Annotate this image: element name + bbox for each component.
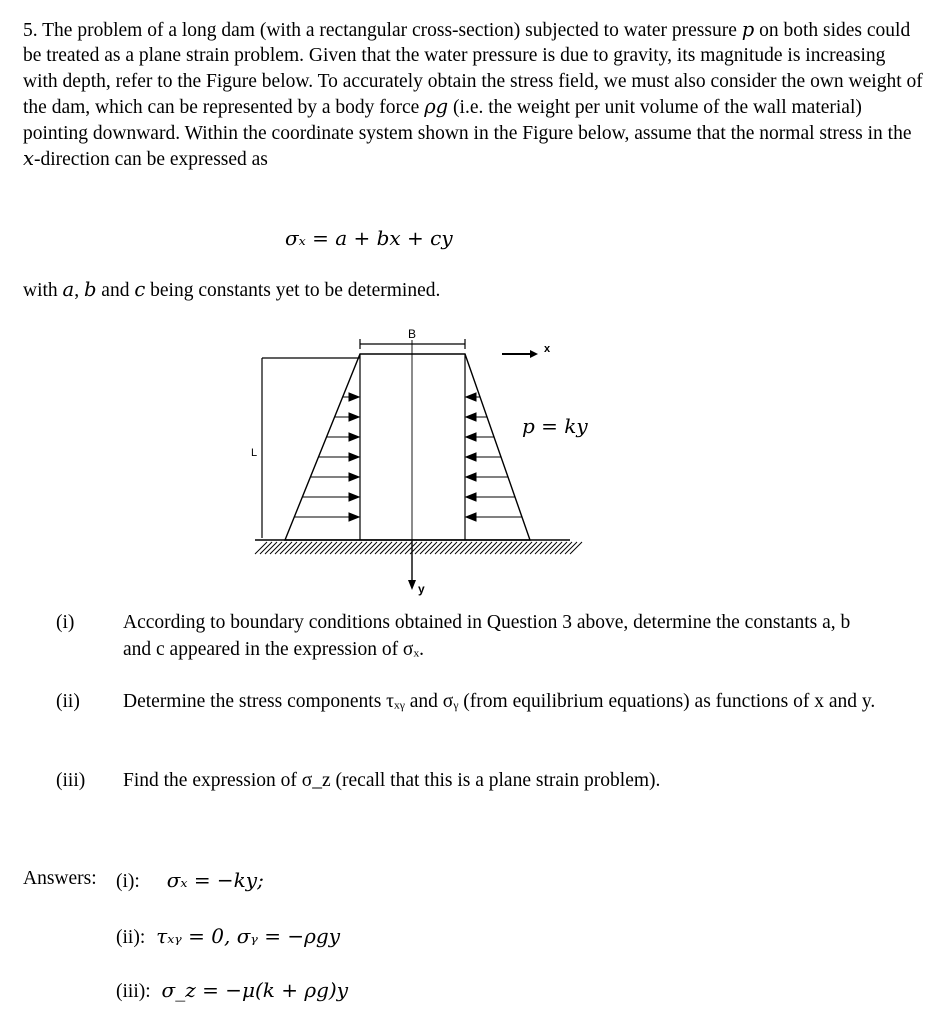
answer-label: (i):: [116, 871, 140, 892]
hatch-line: [465, 542, 477, 554]
pressure-arrowhead: [349, 473, 359, 481]
hatch-line: [485, 542, 497, 554]
hatch-line: [350, 542, 362, 554]
hatch-line: [520, 542, 532, 554]
hatch-line: [540, 542, 552, 554]
hatch-line: [275, 542, 287, 554]
hatch-line: [260, 542, 272, 554]
pressure-arrows-left: [294, 393, 359, 521]
answer-ii: [116, 924, 340, 949]
hatch-line: [500, 542, 512, 554]
symbol-c: c: [134, 278, 146, 301]
hatch-line: [490, 542, 502, 554]
hatch-line: [570, 542, 582, 554]
hatch-line: [435, 542, 447, 554]
symbol-x: x: [23, 147, 34, 171]
hatch-line: [380, 542, 392, 554]
hatch-line: [530, 542, 542, 554]
hatch-line: [370, 542, 382, 554]
hatch-line: [270, 542, 282, 554]
pressure-arrowhead: [466, 413, 476, 421]
hatch-line: [455, 542, 467, 554]
ground-hatching: [255, 542, 582, 554]
with-text-4: being constants yet to be determined.: [145, 280, 441, 301]
question-number: (i): [56, 612, 75, 633]
question-text: According to boundary conditions obtained in Question 3 above, determine the constants a, b and c appeared in the expression of σₓ.: [123, 612, 851, 660]
hatch-line: [360, 542, 372, 554]
intro-text-1: 5. The problem of a long dam (with a rectangular cross-section) subjected to water pressure: [23, 20, 742, 41]
hatch-line: [315, 542, 327, 554]
hatch-line: [505, 542, 517, 554]
intro-text-2: on both sides could be treated as a plane strain problem. Given that the water pressure is due to gravity, its magnitude is increasing with depth, refer to the Figure below. To accurately obtain the stress field, we must also consider the own weight of the dam, which can be represented by a body force: [23, 20, 923, 119]
hatch-line: [345, 542, 357, 554]
answer-label: (ii):: [116, 927, 146, 948]
label-x: x: [544, 343, 551, 355]
hatch-line: [355, 542, 367, 554]
question-text: Find the expression of σ_z (recall that this is a plane strain problem).: [123, 770, 661, 791]
label-L: L: [251, 447, 258, 459]
hatch-line: [285, 542, 297, 554]
answer-equation: σₓ = −ky;: [166, 868, 264, 892]
pressure-arrowhead: [349, 453, 359, 461]
symbol-b: b: [83, 278, 97, 301]
hatch-line: [325, 542, 337, 554]
hatch-line: [280, 542, 292, 554]
pressure-arrowhead: [349, 513, 359, 521]
constants-statement: [23, 278, 440, 302]
sigma-x-equation: σₓ = a + bx + cy: [285, 226, 453, 250]
hatch-line: [460, 542, 472, 554]
hatch-line: [430, 542, 442, 554]
answer-equation: σ_z = −μ(k + ρg)y: [161, 978, 349, 1002]
hatch-line: [510, 542, 522, 554]
hatch-line: [495, 542, 507, 554]
hatch-line: [415, 542, 427, 554]
pressure-arrowhead: [349, 413, 359, 421]
answer-label: (iii):: [116, 981, 151, 1002]
pressure-arrowhead: [349, 493, 359, 501]
with-text-2: ,: [74, 280, 84, 301]
hatch-line: [545, 542, 557, 554]
hatch-line: [310, 542, 322, 554]
hatch-line: [290, 542, 302, 554]
pressure-arrowhead: [466, 473, 476, 481]
answers-heading: Answers:: [23, 868, 97, 889]
hatch-line: [535, 542, 547, 554]
hatch-line: [560, 542, 572, 554]
hatch-line: [400, 542, 412, 554]
intro-text-3: (i.e. the weight per unit volume of the wall material) pointing downward. Within the coordinate system shown in the Figure below, assume that the normal stress in the: [23, 97, 912, 144]
pressure-arrowhead: [466, 433, 476, 441]
hatch-line: [445, 542, 457, 554]
dam-figure: [240, 322, 590, 604]
y-axis-arrow: [408, 540, 416, 590]
pressure-arrows-right: [466, 393, 522, 521]
hatch-line: [550, 542, 562, 554]
hatch-line: [555, 542, 567, 554]
pressure-arrowhead: [466, 493, 476, 501]
hatch-line: [305, 542, 317, 554]
hatch-line: [295, 542, 307, 554]
hatch-line: [375, 542, 387, 554]
with-text-3: and: [96, 280, 135, 301]
pressure-arrowhead: [466, 453, 476, 461]
hatch-line: [320, 542, 332, 554]
intro-text-4: -direction can be expressed as: [34, 149, 268, 171]
pressure-arrowhead: [349, 393, 359, 401]
problem-statement: [23, 17, 923, 172]
pressure-arrowhead: [466, 393, 476, 401]
hatch-line: [340, 542, 352, 554]
question-number: (iii): [56, 770, 86, 791]
x-axis-arrow: [502, 350, 538, 358]
hatch-line: [265, 542, 277, 554]
hatch-line: [255, 542, 267, 554]
with-text-1: with: [23, 280, 63, 301]
pressure-arrowhead: [466, 513, 476, 521]
hatch-line: [475, 542, 487, 554]
answer-equation: τₓᵧ = 0, σᵧ = −ρgy: [156, 924, 341, 948]
hatch-line: [300, 542, 312, 554]
symbol-a: a: [62, 278, 75, 301]
symbol-p: p: [741, 18, 755, 41]
pressure-arrowhead: [349, 433, 359, 441]
hatch-line: [470, 542, 482, 554]
hatch-line: [395, 542, 407, 554]
hatch-line: [450, 542, 462, 554]
hatch-line: [440, 542, 452, 554]
question-number: (ii): [56, 691, 80, 712]
hatch-line: [425, 542, 437, 554]
hatch-line: [405, 542, 417, 554]
hatch-line: [365, 542, 377, 554]
symbol-rho-g: ρg: [424, 95, 449, 119]
hatch-line: [385, 542, 397, 554]
hatch-line: [335, 542, 347, 554]
hatch-line: [565, 542, 577, 554]
hatch-line: [390, 542, 402, 554]
hatch-line: [525, 542, 537, 554]
hatch-line: [480, 542, 492, 554]
label-B: B: [408, 327, 417, 341]
hatch-line: [420, 542, 432, 554]
hatch-line: [515, 542, 527, 554]
answer-i: [116, 868, 264, 893]
pressure-label: p = ky: [522, 414, 588, 438]
hatch-line: [330, 542, 342, 554]
answer-iii: [116, 978, 348, 1003]
question-text: Determine the stress components τₓᵧ and σᵧ (from equilibrium equations) as functions of x and y.: [123, 691, 876, 712]
dam-outline: [285, 354, 530, 540]
label-y: y: [418, 582, 425, 596]
